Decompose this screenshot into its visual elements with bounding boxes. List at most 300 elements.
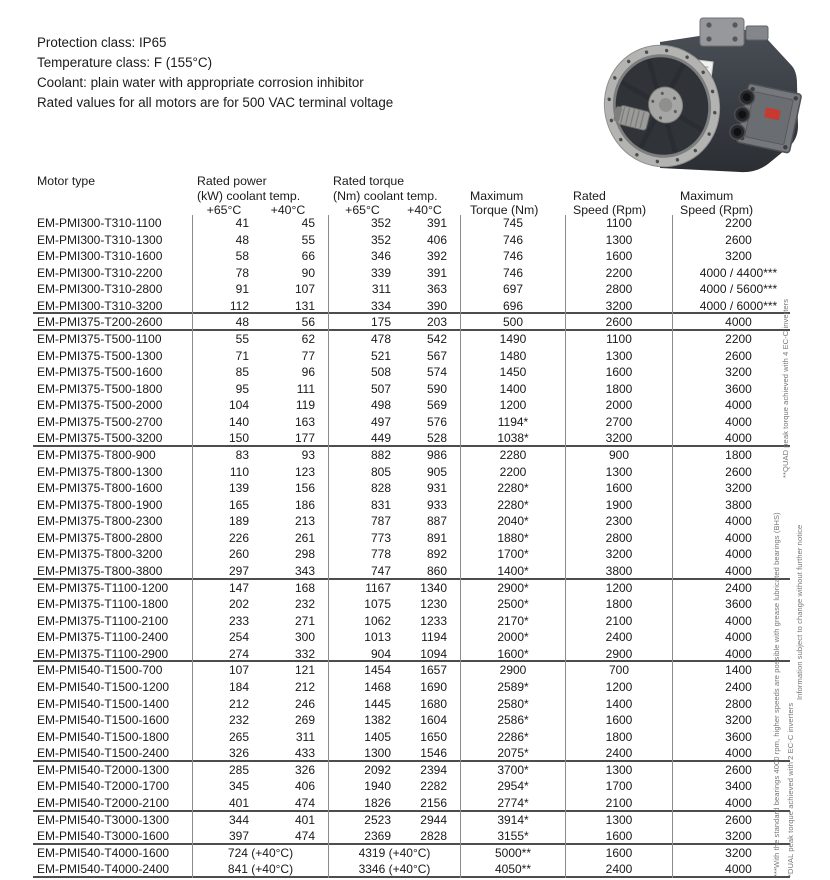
spec-line-protection: Protection class: IP65 bbox=[37, 35, 167, 50]
rated-torque-65-cell: 334 bbox=[328, 298, 397, 315]
rated-speed-cell: 1600 bbox=[565, 712, 672, 729]
rated-speed-cell: 2100 bbox=[565, 613, 672, 630]
rated-torque-40-cell: 891 bbox=[426, 530, 447, 545]
rated-torque-40-cell: 1657 bbox=[420, 663, 447, 678]
table-row bbox=[33, 729, 790, 746]
motor-type-cell: EM-PMI375-T800-2800 bbox=[37, 530, 163, 545]
motor-type-cell: EM-PMI540-T2000-2100 bbox=[37, 796, 170, 811]
rated-power-40-cell: 111 bbox=[296, 381, 315, 396]
footnote-dual: *DUAL peak torque achieved with 2 EC-C inverters bbox=[786, 702, 795, 877]
rated-torque-40-cell: 1650 bbox=[420, 729, 447, 744]
rated-torque-65-cell: 1300 bbox=[328, 745, 397, 762]
spec-line-coolant: Coolant: plain water with appropriate corrosion inhibitor bbox=[37, 75, 364, 90]
rated-power-40-cell: 474 bbox=[294, 829, 315, 844]
rated-speed-cell: 1600 bbox=[565, 480, 672, 497]
max-torque-cell: 3700* bbox=[460, 762, 565, 779]
max-speed-cell: 3200 bbox=[672, 828, 790, 845]
rated-torque-40-cell: 2156 bbox=[420, 796, 447, 811]
spec-line-temperature: Temperature class: F (155°C) bbox=[37, 55, 213, 70]
table-row bbox=[33, 613, 790, 630]
rated-power-40-cell: 62 bbox=[301, 332, 315, 346]
rated-torque-40-cell: 391 bbox=[426, 265, 447, 280]
table-row bbox=[33, 812, 790, 829]
rated-power-40-cell: 107 bbox=[294, 282, 315, 297]
rated-torque-65-cell: 828 bbox=[328, 480, 397, 497]
rated-speed-cell: 2300 bbox=[565, 513, 672, 530]
rated-power-65-cell: 254 bbox=[192, 629, 256, 646]
max-speed-cell: 4000 bbox=[672, 629, 790, 646]
motor-type-cell: EM-PMI540-T3000-1300 bbox=[37, 812, 170, 827]
rated-power-40-cell: 246 bbox=[294, 696, 315, 711]
rated-torque-40-cell: 1094 bbox=[420, 646, 447, 661]
motor-type-cell: EM-PMI375-T500-3200 bbox=[37, 431, 163, 446]
rated-power-40-cell: 343 bbox=[294, 563, 315, 578]
rated-power-65-cell: 265 bbox=[192, 729, 256, 746]
rated-power-40-cell: 269 bbox=[294, 713, 315, 728]
table-row bbox=[33, 513, 790, 530]
rated-torque-65-cell: 1167 bbox=[328, 580, 397, 597]
rated-power-65-cell: 58 bbox=[192, 248, 256, 265]
max-speed-cell: 4000 bbox=[672, 397, 790, 414]
header-power-65: +65°C bbox=[206, 203, 242, 217]
rated-torque-65-cell: 1382 bbox=[328, 712, 397, 729]
header-torque-65: +65°C bbox=[345, 203, 380, 217]
rated-speed-cell: 1300 bbox=[565, 812, 672, 829]
table-row bbox=[33, 530, 790, 547]
max-torque-cell: 4050** bbox=[460, 861, 565, 878]
rated-torque-65-cell: 2369 bbox=[328, 828, 397, 845]
rated-torque-65-cell: 478 bbox=[328, 331, 397, 348]
motor-type-cell: EM-PMI540-T1500-700 bbox=[37, 663, 163, 678]
rated-speed-cell: 2800 bbox=[565, 530, 672, 547]
table-row bbox=[33, 480, 790, 497]
rated-speed-cell: 1300 bbox=[565, 348, 672, 365]
max-torque-cell: 2589* bbox=[460, 679, 565, 696]
rated-power-65-cell: 344 bbox=[192, 812, 256, 829]
table-row bbox=[33, 265, 790, 282]
motor-type-cell: EM-PMI540-T3000-1600 bbox=[37, 829, 170, 844]
rated-power-65-cell: 189 bbox=[192, 513, 256, 530]
rated-speed-cell: 1900 bbox=[565, 497, 672, 514]
table-row bbox=[33, 795, 790, 812]
rated-speed-cell: 1200 bbox=[565, 580, 672, 597]
rated-torque-65-cell: 805 bbox=[328, 464, 397, 481]
rated-power-65-cell: 326 bbox=[192, 745, 256, 762]
rated-torque-65-cell: 346 bbox=[328, 248, 397, 265]
rated-torque-40-cell: 1680 bbox=[420, 696, 447, 711]
rated-power-40-cell: 261 bbox=[294, 530, 315, 545]
rated-power-40-cell: 55 bbox=[301, 232, 315, 247]
table-row bbox=[33, 248, 790, 265]
rated-speed-cell: 1800 bbox=[565, 596, 672, 613]
rated-speed-cell: 3800 bbox=[565, 563, 672, 580]
rated-power-40-cell: 311 bbox=[295, 729, 315, 744]
max-speed-cell: 3200 bbox=[672, 480, 790, 497]
rated-torque-40-cell: 569 bbox=[426, 398, 447, 413]
table-row bbox=[33, 845, 790, 862]
max-speed-cell: 2600 bbox=[672, 812, 790, 829]
motor-type-cell: EM-PMI375-T500-1100 bbox=[37, 332, 162, 346]
rated-power-65-cell: 55 bbox=[192, 331, 256, 348]
rated-power-65-cell: 112 bbox=[192, 298, 256, 315]
rated-torque-65-cell: 1454 bbox=[328, 662, 397, 679]
max-torque-cell: 696 bbox=[460, 298, 565, 315]
motor-type-cell: EM-PMI540-T2000-1700 bbox=[37, 779, 170, 794]
rated-torque-65-cell: 1468 bbox=[328, 679, 397, 696]
rated-speed-cell: 1800 bbox=[565, 729, 672, 746]
motor-type-cell: EM-PMI540-T2000-1300 bbox=[37, 762, 170, 777]
rated-torque-65-cell: 831 bbox=[328, 497, 397, 514]
table-row bbox=[33, 745, 790, 762]
rated-power-65-cell: 91 bbox=[192, 281, 256, 298]
rated-torque-65-cell: 521 bbox=[328, 348, 397, 365]
max-torque-cell: 1600* bbox=[460, 646, 565, 663]
table-row bbox=[33, 712, 790, 729]
table-row bbox=[33, 430, 790, 447]
rated-power-40-cell: 163 bbox=[294, 414, 315, 429]
rated-torque-65-cell: 449 bbox=[328, 430, 397, 447]
table-row bbox=[33, 646, 790, 663]
table-row bbox=[33, 447, 790, 464]
max-speed-cell: 1800 bbox=[672, 447, 790, 464]
motor-type-cell: EM-PMI540-T1500-1200 bbox=[37, 680, 170, 695]
max-speed-cell: 2600 bbox=[672, 464, 790, 481]
table-row bbox=[33, 629, 790, 646]
max-speed-cell: 3600 bbox=[672, 596, 790, 613]
motor-type-cell: EM-PMI375-T800-2300 bbox=[37, 514, 163, 529]
rated-power-65-cell: 140 bbox=[192, 414, 256, 431]
motor-family-group bbox=[33, 314, 790, 331]
rated-power-40-cell: 212 bbox=[294, 680, 315, 695]
motor-type-cell: EM-PMI375-T800-900 bbox=[37, 448, 156, 463]
rated-speed-cell: 1400 bbox=[565, 696, 672, 713]
rated-torque-65-cell: 1405 bbox=[328, 729, 397, 746]
max-torque-cell: 745 bbox=[460, 215, 565, 232]
rated-torque-40-cell: 887 bbox=[426, 514, 447, 529]
header-torque-unit: (Nm) coolant temp. bbox=[333, 189, 438, 203]
table-row bbox=[33, 662, 790, 679]
rated-speed-cell: 1200 bbox=[565, 679, 672, 696]
motor-type-cell: EM-PMI300-T310-2200 bbox=[37, 265, 163, 280]
rated-torque-65-cell: 904 bbox=[328, 646, 397, 663]
max-speed-cell: 4000 bbox=[672, 646, 790, 663]
max-torque-cell: 2040* bbox=[460, 513, 565, 530]
rated-power-40-cell: 474 bbox=[294, 796, 315, 811]
rated-torque-65-cell: 2092 bbox=[328, 762, 397, 779]
rated-torque-40-cell: 1340 bbox=[420, 580, 447, 595]
rated-power-65-cell: 71 bbox=[192, 348, 256, 365]
rated-speed-cell: 700 bbox=[565, 662, 672, 679]
rated-power-65-cell: 150 bbox=[192, 430, 256, 447]
max-torque-cell: 746 bbox=[460, 232, 565, 249]
rated-torque-cell: 4319 (+40°C) bbox=[328, 845, 460, 862]
motor-family-group bbox=[33, 580, 790, 663]
rated-power-65-cell: 107 bbox=[192, 662, 256, 679]
rated-torque-40-cell: 406 bbox=[426, 232, 447, 247]
table-row bbox=[33, 778, 790, 795]
motor-type-cell: EM-PMI540-T1500-2400 bbox=[37, 746, 170, 761]
max-speed-cell: 3600 bbox=[672, 381, 790, 398]
max-torque-cell: 3914* bbox=[460, 812, 565, 829]
rated-speed-cell: 1300 bbox=[565, 232, 672, 249]
rated-power-65-cell: 401 bbox=[192, 795, 256, 812]
footnote-info-change: Information subject to change without further notice bbox=[795, 524, 804, 700]
rated-power-65-cell: 233 bbox=[192, 613, 256, 630]
max-torque-cell: 3155* bbox=[460, 828, 565, 845]
rated-torque-40-cell: 574 bbox=[426, 365, 447, 380]
rated-torque-65-cell: 787 bbox=[328, 513, 397, 530]
rated-power-40-cell: 271 bbox=[294, 613, 315, 628]
max-speed-cell: 3200 bbox=[672, 248, 790, 265]
motor-type-cell: EM-PMI540-T1500-1800 bbox=[37, 729, 170, 744]
table-row bbox=[33, 546, 790, 563]
max-torque-cell: 1200 bbox=[460, 397, 565, 414]
motor-type-cell: EM-PMI540-T1500-1400 bbox=[37, 696, 170, 711]
table-row bbox=[33, 314, 790, 331]
rated-power-65-cell: 397 bbox=[192, 828, 256, 845]
max-torque-cell: 1400* bbox=[460, 563, 565, 580]
rated-power-40-cell: 66 bbox=[301, 249, 315, 264]
max-torque-cell: 1480 bbox=[460, 348, 565, 365]
rated-speed-cell: 1700 bbox=[565, 778, 672, 795]
table-row bbox=[33, 580, 790, 597]
rated-power-cell: 724 (+40°C) bbox=[192, 845, 328, 862]
max-speed-cell: 2600 bbox=[672, 232, 790, 249]
max-speed-cell: 4000 bbox=[672, 530, 790, 547]
rated-torque-40-cell: 892 bbox=[426, 547, 447, 562]
rated-speed-cell: 1600 bbox=[565, 845, 672, 862]
max-speed-cell: 4000 bbox=[672, 563, 790, 580]
motor-type-cell: EM-PMI300-T310-1600 bbox=[37, 249, 163, 264]
motor-type-cell: EM-PMI540-T1500-1600 bbox=[37, 713, 170, 728]
motor-family-group bbox=[33, 331, 790, 447]
table-row bbox=[33, 348, 790, 365]
header-motor-type: Motor type bbox=[37, 174, 96, 188]
header-rated-speed-2: Speed (Rpm) bbox=[573, 203, 647, 217]
rated-torque-40-cell: 542 bbox=[426, 332, 447, 346]
rated-torque-40-cell: 905 bbox=[426, 464, 447, 479]
rated-torque-65-cell: 497 bbox=[328, 414, 397, 431]
max-torque-cell: 1450 bbox=[460, 364, 565, 381]
table-row bbox=[33, 696, 790, 713]
table-row bbox=[33, 381, 790, 398]
rated-power-65-cell: 260 bbox=[192, 546, 256, 563]
motor-type-cell: EM-PMI375-T500-2700 bbox=[37, 414, 163, 429]
max-speed-cell: 2400 bbox=[672, 580, 790, 597]
rated-power-65-cell: 345 bbox=[192, 778, 256, 795]
table-row bbox=[33, 861, 790, 878]
rated-speed-cell: 3200 bbox=[565, 298, 672, 315]
rated-power-65-cell: 85 bbox=[192, 364, 256, 381]
motor-type-cell: EM-PMI375-T800-3800 bbox=[37, 563, 163, 578]
rated-power-65-cell: 226 bbox=[192, 530, 256, 547]
rated-power-65-cell: 139 bbox=[192, 480, 256, 497]
motor-family-group bbox=[33, 662, 790, 761]
rated-torque-65-cell: 352 bbox=[328, 232, 397, 249]
table-row bbox=[33, 414, 790, 431]
max-torque-cell: 2280 bbox=[460, 447, 565, 464]
motor-type-cell: EM-PMI300-T310-1300 bbox=[37, 232, 163, 247]
max-speed-cell: 4000 bbox=[672, 430, 790, 447]
rated-torque-40-cell: 528 bbox=[426, 431, 447, 446]
max-torque-cell: 1038* bbox=[460, 430, 565, 447]
max-speed-cell: 2200 bbox=[672, 215, 790, 232]
rated-power-40-cell: 96 bbox=[301, 365, 315, 380]
motor-family-group bbox=[33, 762, 790, 812]
header-rated-power: Rated power bbox=[197, 174, 267, 188]
rated-torque-40-cell: 1546 bbox=[420, 746, 447, 761]
footnote-quad: **QUAD peak torque achieved with 4 EC-C inverters bbox=[781, 298, 790, 478]
rated-torque-65-cell: 773 bbox=[328, 530, 397, 547]
table-row bbox=[33, 497, 790, 514]
footnote-bhs: ***With the standard bearings 4000 rpm, higher speeds are possible with grease lubricated bearings (BHS) bbox=[772, 512, 781, 877]
motor-type-cell: EM-PMI300-T310-3200 bbox=[37, 298, 163, 313]
motor-type-cell: EM-PMI375-T1100-2900 bbox=[37, 646, 169, 661]
rated-torque-65-cell: 508 bbox=[328, 364, 397, 381]
header-max-torque-2: Torque (Nm) bbox=[470, 203, 539, 217]
max-speed-cell: 4000 bbox=[672, 546, 790, 563]
max-speed-cell: 4000 / 5600*** bbox=[672, 281, 790, 298]
rated-torque-40-cell: 363 bbox=[426, 282, 447, 297]
rated-torque-40-cell: 1604 bbox=[420, 713, 447, 728]
rated-speed-cell: 1800 bbox=[565, 381, 672, 398]
rated-power-40-cell: 45 bbox=[301, 216, 315, 230]
rated-power-65-cell: 285 bbox=[192, 762, 256, 779]
rated-torque-65-cell: 352 bbox=[328, 215, 397, 232]
motor-type-cell: EM-PMI375-T800-3200 bbox=[37, 547, 163, 562]
max-torque-cell: 5000** bbox=[460, 845, 565, 862]
rated-power-40-cell: 123 bbox=[294, 464, 315, 479]
rated-torque-65-cell: 2523 bbox=[328, 812, 397, 829]
rated-torque-40-cell: 931 bbox=[426, 481, 447, 496]
rated-power-40-cell: 77 bbox=[301, 348, 315, 363]
max-speed-cell: 3200 bbox=[672, 845, 790, 862]
rated-torque-65-cell: 778 bbox=[328, 546, 397, 563]
motor-type-cell: EM-PMI375-T1100-1800 bbox=[37, 597, 169, 612]
rated-power-65-cell: 212 bbox=[192, 696, 256, 713]
motor-type-cell: EM-PMI375-T800-1600 bbox=[37, 481, 163, 496]
max-speed-cell: 4000 bbox=[672, 613, 790, 630]
table-row bbox=[33, 232, 790, 249]
motor-type-cell: EM-PMI375-T200-2600 bbox=[37, 315, 163, 330]
rated-speed-cell: 2700 bbox=[565, 414, 672, 431]
rated-speed-cell: 2400 bbox=[565, 745, 672, 762]
max-speed-cell: 3600 bbox=[672, 729, 790, 746]
max-speed-cell: 4000 bbox=[672, 414, 790, 431]
rated-torque-40-cell: 2828 bbox=[420, 829, 447, 844]
rated-torque-40-cell: 576 bbox=[426, 414, 447, 429]
rated-power-65-cell: 274 bbox=[192, 646, 256, 663]
rated-torque-40-cell: 986 bbox=[426, 448, 447, 463]
max-torque-cell: 500 bbox=[460, 314, 565, 331]
rated-power-65-cell: 110 bbox=[192, 464, 256, 481]
header-torque-40: +40°C bbox=[407, 203, 442, 217]
rated-torque-40-cell: 2944 bbox=[420, 812, 447, 827]
motor-family-group bbox=[33, 812, 790, 845]
rated-power-40-cell: 326 bbox=[294, 762, 315, 777]
motor-type-cell: EM-PMI300-T310-1100 bbox=[37, 216, 162, 230]
rated-speed-cell: 1600 bbox=[565, 828, 672, 845]
rated-power-40-cell: 121 bbox=[294, 663, 315, 678]
table-row bbox=[33, 828, 790, 845]
rated-torque-40-cell: 2282 bbox=[420, 779, 447, 794]
rated-torque-65-cell: 175 bbox=[328, 314, 397, 331]
max-torque-cell: 2500* bbox=[460, 596, 565, 613]
rated-torque-40-cell: 1194 bbox=[421, 630, 447, 645]
rated-torque-65-cell: 1062 bbox=[328, 613, 397, 630]
max-torque-cell: 1194* bbox=[460, 414, 565, 431]
max-speed-cell: 3400 bbox=[672, 778, 790, 795]
max-speed-cell: 1400 bbox=[672, 662, 790, 679]
max-speed-cell: 4000 / 4400*** bbox=[672, 265, 790, 282]
rated-torque-40-cell: 391 bbox=[426, 216, 447, 230]
rated-power-40-cell: 90 bbox=[301, 265, 315, 280]
max-torque-cell: 2774* bbox=[460, 795, 565, 812]
rated-torque-65-cell: 507 bbox=[328, 381, 397, 398]
motor-type-cell: EM-PMI300-T310-2800 bbox=[37, 282, 163, 297]
rated-power-40-cell: 93 bbox=[301, 448, 315, 463]
rated-torque-65-cell: 498 bbox=[328, 397, 397, 414]
max-speed-cell: 4000 / 6000*** bbox=[672, 298, 790, 315]
max-speed-cell: 3800 bbox=[672, 497, 790, 514]
rated-power-65-cell: 41 bbox=[192, 215, 256, 232]
table-row bbox=[33, 364, 790, 381]
motor-family-group bbox=[33, 447, 790, 580]
rated-torque-65-cell: 1826 bbox=[328, 795, 397, 812]
max-torque-cell: 2900 bbox=[460, 662, 565, 679]
motor-type-cell: EM-PMI375-T1100-2400 bbox=[37, 630, 169, 645]
motor-type-cell: EM-PMI540-T4000-1600 bbox=[37, 845, 170, 860]
spec-line-rated-values: Rated values for all motors are for 500 VAC terminal voltage bbox=[37, 95, 394, 110]
rated-speed-cell: 1100 bbox=[565, 215, 672, 232]
rated-power-40-cell: 232 bbox=[294, 597, 315, 612]
motor-family-group bbox=[33, 845, 790, 878]
rated-torque-65-cell: 339 bbox=[328, 265, 397, 282]
max-speed-cell: 2400 bbox=[672, 679, 790, 696]
rated-power-65-cell: 184 bbox=[192, 679, 256, 696]
rated-speed-cell: 2900 bbox=[565, 646, 672, 663]
motor-type-cell: EM-PMI540-T4000-2400 bbox=[37, 862, 170, 877]
header-max-speed-2: Speed (Rpm) bbox=[680, 203, 754, 217]
header-max-speed-1: Maximum bbox=[680, 189, 734, 203]
header-rated-speed-1: Rated bbox=[573, 189, 606, 203]
rated-torque-40-cell: 1230 bbox=[420, 597, 447, 612]
rated-torque-40-cell: 860 bbox=[426, 563, 447, 578]
rated-speed-cell: 900 bbox=[565, 447, 672, 464]
motor-family-group bbox=[33, 215, 790, 314]
motor-type-cell: EM-PMI375-T800-1300 bbox=[37, 464, 163, 479]
rated-power-40-cell: 433 bbox=[294, 746, 315, 761]
max-torque-cell: 2280* bbox=[460, 497, 565, 514]
header-power-unit: (kW) coolant temp. bbox=[197, 189, 301, 203]
rated-power-40-cell: 156 bbox=[294, 481, 315, 496]
header-rated-torque: Rated torque bbox=[333, 174, 405, 188]
table-row bbox=[33, 464, 790, 481]
max-torque-cell: 746 bbox=[460, 265, 565, 282]
rated-power-65-cell: 104 bbox=[192, 397, 256, 414]
rated-speed-cell: 1600 bbox=[565, 364, 672, 381]
rated-power-40-cell: 300 bbox=[294, 630, 315, 645]
rated-speed-cell: 3200 bbox=[565, 430, 672, 447]
rated-power-40-cell: 177 bbox=[294, 431, 315, 446]
max-speed-cell: 2600 bbox=[672, 762, 790, 779]
max-speed-cell: 2600 bbox=[672, 348, 790, 365]
rated-torque-65-cell: 1445 bbox=[328, 696, 397, 713]
max-torque-cell: 1490 bbox=[460, 331, 565, 348]
motor-type-cell: EM-PMI375-T500-1600 bbox=[37, 365, 163, 380]
motor-type-cell: EM-PMI375-T1100-2100 bbox=[37, 613, 169, 628]
rated-power-65-cell: 83 bbox=[192, 447, 256, 464]
